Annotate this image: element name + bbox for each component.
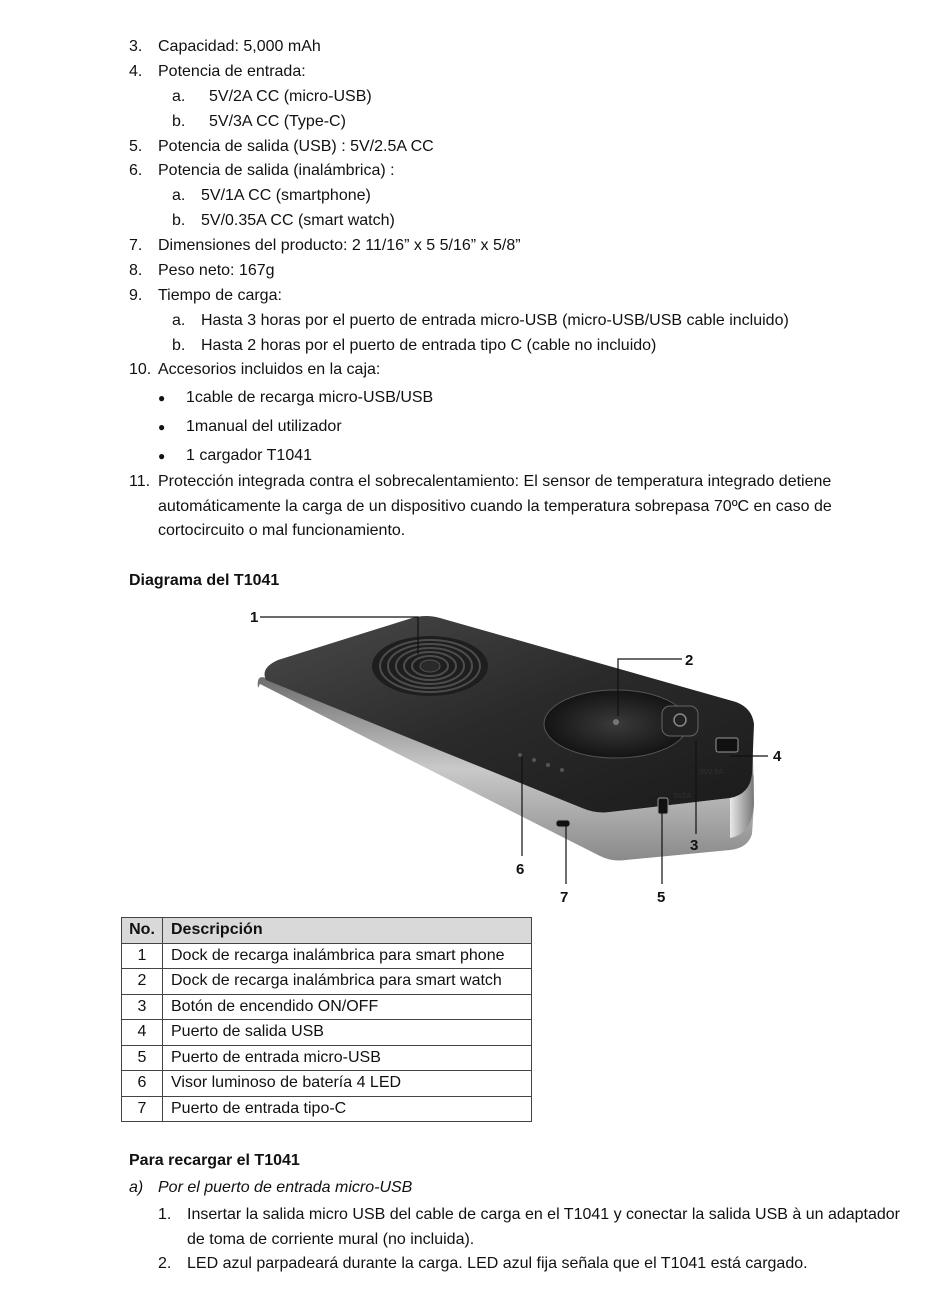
spec-output-usb: Potencia de salida (USB) : 5V/2.5A CC <box>158 138 434 155</box>
row-description: Dock de recarga inalámbrica para smart watch <box>163 969 532 995</box>
step-number: 1. <box>158 1206 172 1223</box>
list-letter: b. <box>172 113 186 130</box>
power-button-icon <box>662 706 698 736</box>
callout-2: 2 <box>685 652 694 669</box>
row-number: 2 <box>122 969 163 995</box>
recharge-title: Para recargar el T1041 <box>129 1152 300 1169</box>
recharge-subhead: Por el puerto de entrada micro-USB <box>158 1179 413 1196</box>
callout-6: 6 <box>516 861 525 878</box>
phone-charging-dock <box>372 636 488 696</box>
row-number: 1 <box>122 943 163 969</box>
spec-input-power: Potencia de entrada: <box>158 63 306 80</box>
table-row <box>122 1071 532 1097</box>
spec-output-smartphone: 5V/1A CC (smartphone) <box>201 187 371 204</box>
row-description: Puerto de entrada micro-USB <box>163 1045 532 1071</box>
row-number: 3 <box>122 994 163 1020</box>
callout-1: 1 <box>250 609 259 626</box>
spec-output-wireless: Potencia de salida (inalámbrica) : <box>158 162 395 179</box>
accessory-item: 1 cargador T1041 <box>186 447 313 464</box>
list-number: 11. <box>129 473 151 490</box>
table-row <box>122 943 532 969</box>
table-row <box>122 969 532 995</box>
row-description: Puerto de entrada tipo-C <box>163 1096 532 1122</box>
row-description: Visor luminoso de batería 4 LED <box>163 1071 532 1097</box>
row-number: 5 <box>122 1045 163 1071</box>
spec-charge-time: Tiempo de carga: <box>158 287 282 304</box>
accessory-item: 1cable de recarga micro-USB/USB <box>186 389 434 406</box>
column-header-description: Descripción <box>163 918 532 944</box>
spec-dimensions: Dimensiones del producto: 2 11/16” x 5 5/16” x 5/8” <box>158 237 521 254</box>
spec-input-type-c: 5V/3A CC (Type-C) <box>209 113 346 130</box>
list-number: 3. <box>129 38 143 55</box>
parts-table <box>121 917 532 1122</box>
list-number: 5. <box>129 138 143 155</box>
step-text: Insertar la salida micro USB del cable de carga en el T1041 y conectar la salida USB à un adaptador <box>187 1206 900 1223</box>
callout-7: 7 <box>560 889 569 906</box>
list-number: 10. <box>129 361 152 378</box>
port-label-input: 5V2A <box>674 793 692 800</box>
row-description: Puerto de salida USB <box>163 1020 532 1046</box>
bullet-icon: ● <box>158 391 166 405</box>
spec-charge-micro-usb: Hasta 3 horas por el puerto de entrada micro-USB (micro-USB/USB cable incluido) <box>201 312 789 329</box>
step-number: 2. <box>158 1255 172 1272</box>
callout-3: 3 <box>690 837 699 854</box>
row-number: 7 <box>122 1096 163 1122</box>
step-text: de toma de corriente mural (no incluida). <box>187 1231 475 1248</box>
row-description: Dock de recarga inalámbrica para smart phone <box>163 943 532 969</box>
row-number: 4 <box>122 1020 163 1046</box>
callout-5: 5 <box>657 889 666 906</box>
table-row <box>122 1045 532 1071</box>
spec-charge-type-c: Hasta 2 horas por el puerto de entrada tipo C (cable no incluido) <box>201 337 657 354</box>
list-number: 8. <box>129 262 143 279</box>
list-letter: a. <box>172 187 186 204</box>
spec-weight: Peso neto: 167g <box>158 262 275 279</box>
bullet-icon: ● <box>158 449 166 463</box>
port-label-output: 5V2.5A <box>700 769 723 776</box>
table-header-row <box>122 918 532 944</box>
power-bank-diagram <box>230 598 810 910</box>
list-letter: b. <box>172 337 186 354</box>
type-c-port <box>556 820 570 827</box>
table-row <box>122 994 532 1020</box>
table-row <box>122 1096 532 1122</box>
list-letter: b. <box>172 212 186 229</box>
spec-input-micro-usb: 5V/2A CC (micro-USB) <box>209 88 372 105</box>
list-number: 6. <box>129 162 143 179</box>
usb-output-port <box>716 738 738 752</box>
bullet-icon: ● <box>158 420 166 434</box>
list-letter: a. <box>172 88 186 105</box>
spec-output-smartwatch: 5V/0.35A CC (smart watch) <box>201 212 395 229</box>
diagram-title: Diagrama del T1041 <box>129 572 280 589</box>
spec-overheat-line: Protección integrada contra el sobrecalentamiento: El sensor de temperatura integrado detiene <box>158 473 832 490</box>
list-number: 4. <box>129 63 143 80</box>
list-number: 9. <box>129 287 143 304</box>
accessory-item: 1manual del utilizador <box>186 418 342 435</box>
subhead-marker: a) <box>129 1179 144 1196</box>
row-number: 6 <box>122 1071 163 1097</box>
spec-overheat-line: cortocircuito o mal funcionamiento. <box>158 522 406 539</box>
spec-capacity: Capacidad: 5,000 mAh <box>158 38 321 55</box>
spec-overheat-line: automáticamente la carga de un dispositivo cuando la temperatura sobrepasa 70ºC en caso de <box>158 498 832 515</box>
list-letter: a. <box>172 312 186 329</box>
step-text: LED azul parpadeará durante la carga. LED azul fija señala que el T1041 está cargado. <box>187 1255 808 1272</box>
spec-accessories: Accesorios incluidos en la caja: <box>158 361 381 378</box>
column-header-number: No. <box>122 918 163 944</box>
table-row <box>122 1020 532 1046</box>
list-number: 7. <box>129 237 143 254</box>
row-description: Botón de encendido ON/OFF <box>163 994 532 1020</box>
callout-4: 4 <box>773 748 782 765</box>
micro-usb-port <box>658 798 668 814</box>
